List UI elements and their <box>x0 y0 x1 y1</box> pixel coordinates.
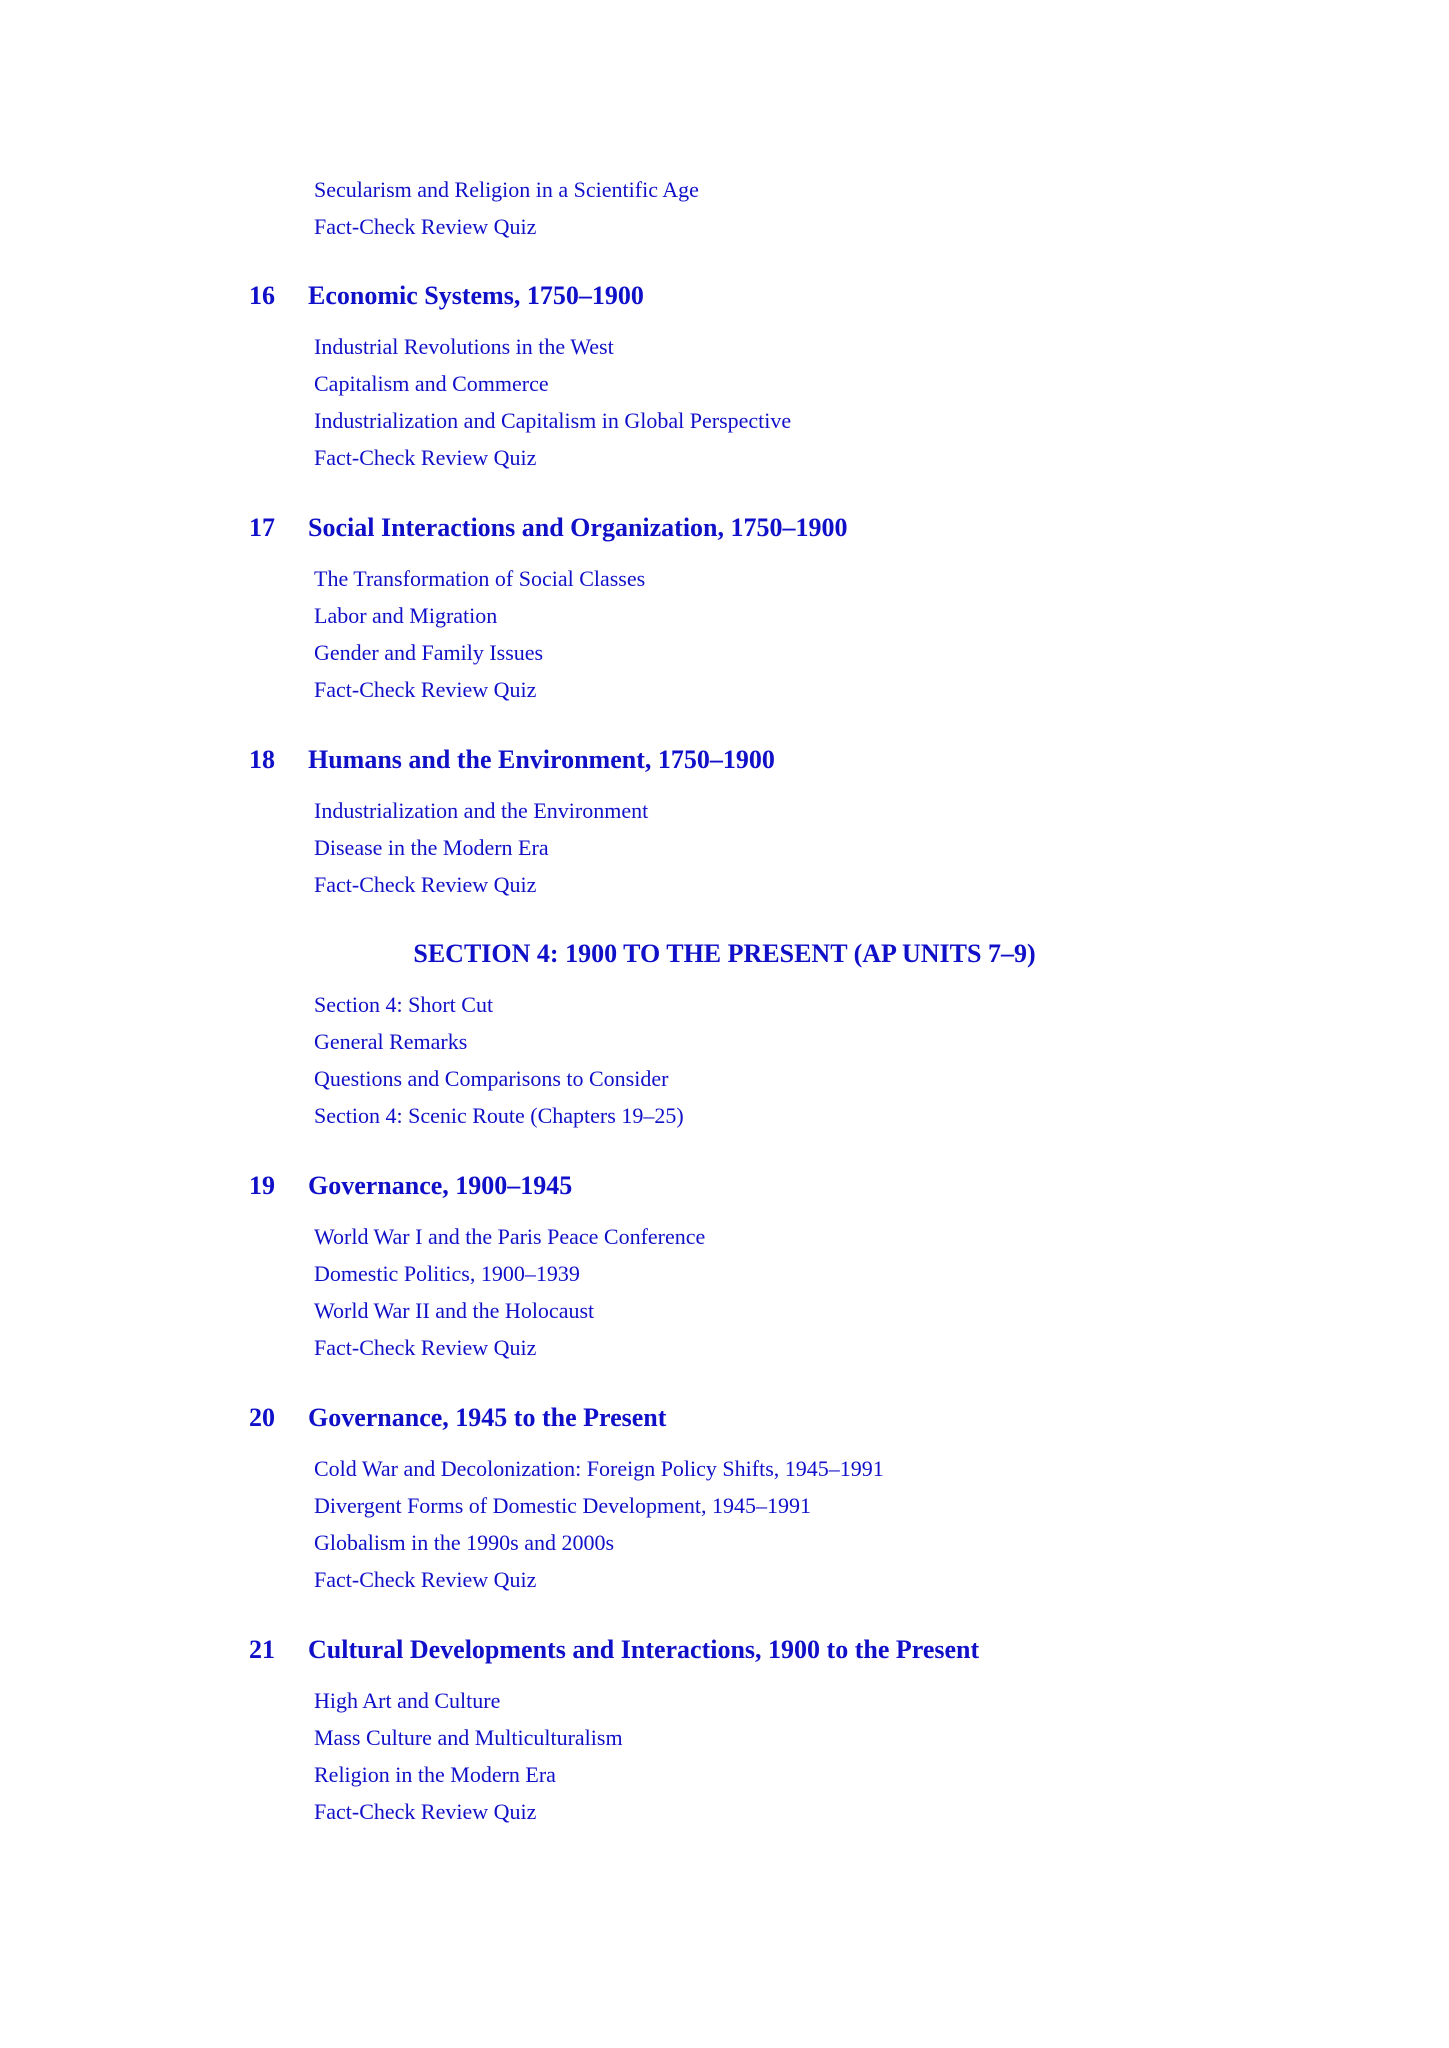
chapter-number: 20 <box>249 1403 275 1432</box>
chapter-heading <box>249 1168 572 1204</box>
chapter-title-link[interactable]: Cultural Developments and Interactions, 1900 to the Present <box>308 1635 980 1664</box>
toc-entry[interactable]: General Remarks <box>314 1029 468 1054</box>
chapter-number: 21 <box>249 1635 275 1664</box>
toc-entry[interactable]: Gender and Family Issues <box>314 640 544 665</box>
chapter-number: 17 <box>249 513 275 542</box>
chapter-title-link[interactable]: Governance, 1900–1945 <box>308 1171 573 1200</box>
chapter-item-list <box>314 1218 705 1366</box>
chapter-heading <box>249 742 775 778</box>
toc-entry[interactable]: Globalism in the 1990s and 2000s <box>314 1530 615 1555</box>
lead-item-list <box>314 171 699 245</box>
toc-entry[interactable]: Secularism and Religion in a Scientific Age <box>314 177 699 202</box>
section-item-list <box>314 986 684 1134</box>
chapter-title-link[interactable]: Governance, 1945 to the Present <box>308 1403 667 1432</box>
section-heading[interactable]: SECTION 4: 1900 TO THE PRESENT (AP UNITS 7–9) <box>413 939 1036 968</box>
chapter-item-list <box>314 328 791 476</box>
chapter-heading <box>249 1632 979 1668</box>
toc-entry[interactable]: Domestic Politics, 1900–1939 <box>314 1261 580 1286</box>
toc-entry[interactable]: Industrialization and Capitalism in Global Perspective <box>314 408 792 433</box>
toc-entry[interactable]: World War II and the Holocaust <box>314 1298 595 1323</box>
toc-entry[interactable]: Mass Culture and Multiculturalism <box>314 1725 623 1750</box>
chapter-title-link[interactable]: Social Interactions and Organization, 1750–1900 <box>308 513 848 542</box>
chapter-heading <box>249 278 644 314</box>
toc-entry[interactable]: Industrial Revolutions in the West <box>314 334 614 359</box>
toc-entry[interactable]: Fact-Check Review Quiz <box>314 445 537 470</box>
toc-entry[interactable]: Fact-Check Review Quiz <box>314 1567 537 1592</box>
toc-entry[interactable]: Fact-Check Review Quiz <box>314 1799 537 1824</box>
chapter-number: 16 <box>249 281 275 310</box>
toc-entry[interactable]: The Transformation of Social Classes <box>314 566 646 591</box>
toc-entry[interactable]: Fact-Check Review Quiz <box>314 677 537 702</box>
toc-entry[interactable]: Section 4: Scenic Route (Chapters 19–25) <box>314 1103 684 1128</box>
chapter-item-list <box>314 792 648 903</box>
toc-entry[interactable]: High Art and Culture <box>314 1688 501 1713</box>
toc-entry[interactable]: Fact-Check Review Quiz <box>314 214 537 239</box>
toc-entry[interactable]: Divergent Forms of Domestic Development, 1945–1991 <box>314 1493 811 1518</box>
toc-entry[interactable]: Religion in the Modern Era <box>314 1762 556 1787</box>
toc-entry[interactable]: Fact-Check Review Quiz <box>314 1335 537 1360</box>
chapter-item-list <box>314 560 645 708</box>
chapter-heading <box>249 510 848 546</box>
chapter-item-list <box>314 1450 884 1598</box>
toc-entry[interactable]: Questions and Comparisons to Consider <box>314 1066 669 1091</box>
chapter-heading <box>249 1400 666 1436</box>
toc-entry[interactable]: Industrialization and the Environment <box>314 798 649 823</box>
toc-entry[interactable]: Disease in the Modern Era <box>314 835 549 860</box>
toc-entry[interactable]: Cold War and Decolonization: Foreign Policy Shifts, 1945–1991 <box>314 1456 884 1481</box>
toc-entry[interactable]: Fact-Check Review Quiz <box>314 872 537 897</box>
chapter-item-list <box>314 1682 623 1830</box>
toc-entry[interactable]: World War I and the Paris Peace Conference <box>314 1224 706 1249</box>
chapter-title-link[interactable]: Humans and the Environment, 1750–1900 <box>308 745 775 774</box>
toc-entry[interactable]: Capitalism and Commerce <box>314 371 549 396</box>
chapter-title-link[interactable]: Economic Systems, 1750–1900 <box>308 281 644 310</box>
toc-entry[interactable]: Section 4: Short Cut <box>314 992 494 1017</box>
chapter-number: 18 <box>249 745 275 774</box>
toc-entry[interactable]: Labor and Migration <box>314 603 498 628</box>
chapter-number: 19 <box>249 1171 275 1200</box>
